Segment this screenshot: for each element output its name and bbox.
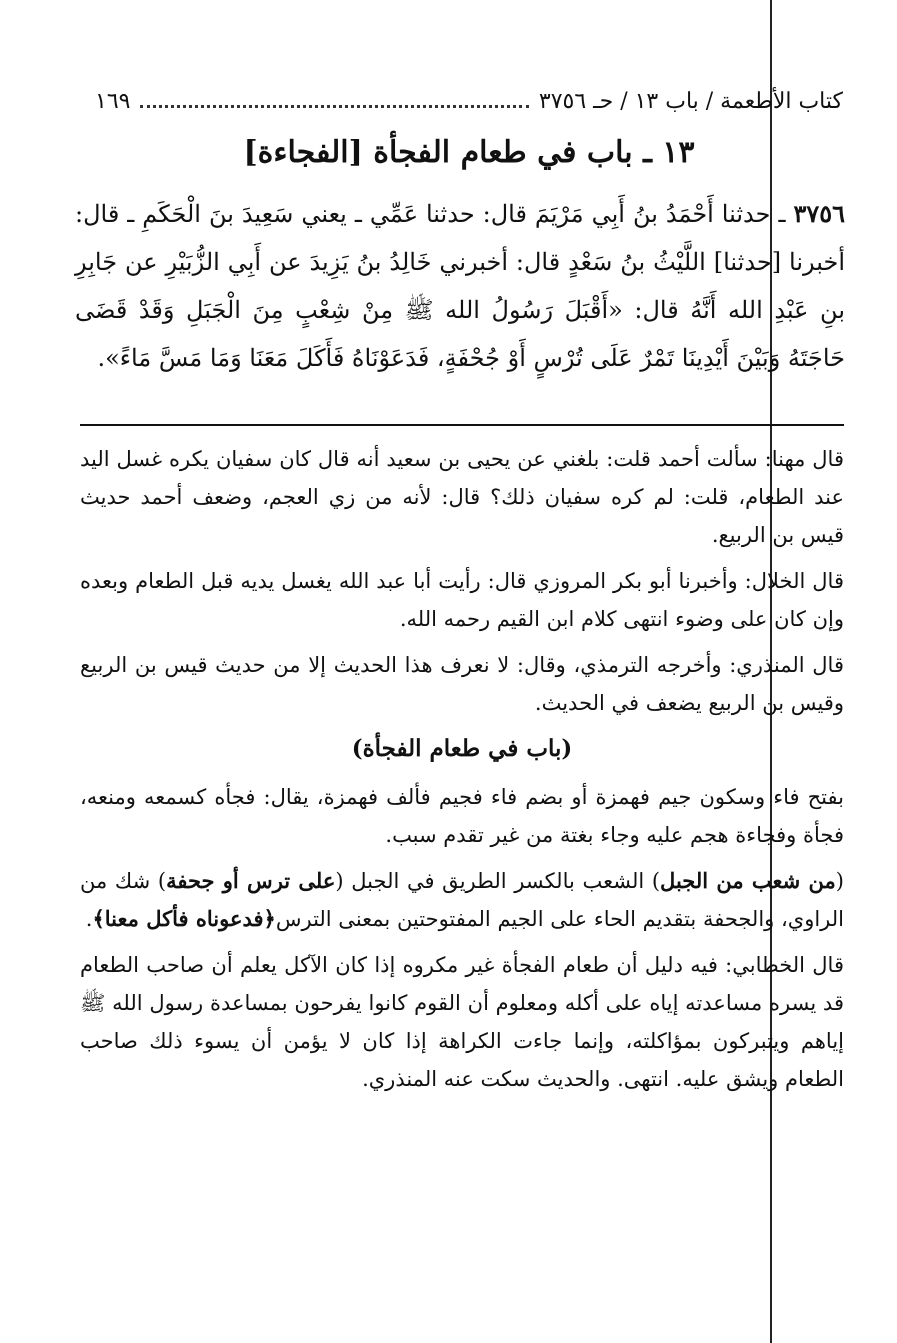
header-dot-leader <box>140 95 528 108</box>
footnote-divider <box>80 424 844 426</box>
page-number: ١٦٩ <box>95 88 131 114</box>
hadith-text <box>75 190 845 382</box>
note-khattabi: قال الخطابي: فيه دليل أن طعام الفجأة غير مكروه إذا كان الآكل يعلم أن صاحب الطعام قد يسره مساعدته إياه على أكله ومعلوم أن القوم كانوا يفرحون بمساعدة رسول الله ﷺ إياهم ويتبركون بمؤاكلته، وإنما جاءت الكراهة إذا كان لا يؤمن أن يسوء ذلك صاحب الطعام ويشق عليه. انتهى. والحديث سكت عنه المنذري. <box>80 953 844 1091</box>
note-khallal: قال الخلال: وأخبرنا أبو بكر المروزي قال: رأيت أبا عبد الله يغسل يديه قبل الطعام وبعده وإن كان على وضوء انتهى كلام ابن القيم رحمه الله. <box>80 569 844 631</box>
note-keyword: على ترس أو جحفة <box>166 868 336 893</box>
note-explanation <box>80 862 844 938</box>
hadith-body: ـ حدثنا أَحْمَدُ بنُ أَبِي مَرْيَمَ قال: حدثنا عَمِّي ـ يعني سَعِيدَ بنَ الْحَكَمِ ـ قال: أخبرنا [حدثنا] اللَّيْثُ بنُ سَعْدٍ قال: أخبرني خَالِدُ بنُ يَزِيدَ عن أَبِي الزُّبَيْرِ عن جَابِرِ بنِ عَبْدِ الله أَنَّهُ قال: «أَقْبَلَ رَسُولُ الله ﷺ مِنْ شِعْبٍ مِنَ الْجَبَلِ وَقَدْ قَضَى حَاجَتَهُ وَبَيْنَ أَيْدِينَا تَمْرٌ عَلَى تُرْسٍ أَوْ جُحْفَةٍ، فَدَعَوْنَاهُ فَأَكَلَ مَعَنَا وَمَا مَسَّ مَاءً». <box>75 200 845 372</box>
commentary-subtitle: (باب في طعام الفجأة) <box>351 735 573 762</box>
note-mundhiri: قال المنذري: وأخرجه الترمذي، وقال: لا نعرف هذا الحديث إلا من حديث قيس بن الربيع وقيس بن الربيع يضعف في الحديث. <box>80 653 844 715</box>
note-keyword: ﴿فدعوناه فأكل معنا﴾ <box>92 906 276 931</box>
commentary <box>80 440 844 1106</box>
note-text: ( <box>835 869 844 893</box>
note-definition: بفتح فاء وسكون جيم فهمزة أو بضم فاء فجيم فألف فهمزة، يقال: فجأه كسمعه ومنعه، فجأة وفجاءة هجم عليه وجاء بغتة من غير تقدم سبب. <box>80 785 844 847</box>
note-text: ) الشعب بالكسر الطريق في الجبل ( <box>335 869 661 893</box>
note-text: . <box>85 907 93 931</box>
note-keyword: من شعب من الجبل <box>660 868 836 893</box>
running-header <box>95 84 843 118</box>
running-header-title: كتاب الأطعمة / باب ١٣ / حـ ٣٧٥٦ <box>538 88 843 114</box>
note-text: ) شك من الراوي، والجحفة بتقديم الحاء على الجيم المفتوحتين بمعنى الترس <box>80 869 844 931</box>
note-muhanna: قال مهنا: سألت أحمد قلت: بلغني عن يحيى بن سعيد أنه قال كان سفيان يكره غسل اليد عند الطعام، قلت: لم كره سفيان ذلك؟ قال: لأنه من زي العجم، وضعف أحمد حديث قيس بن الربيع. <box>80 447 844 547</box>
hadith-number: ٣٧٥٦ <box>793 199 845 228</box>
chapter-title: ١٣ ـ باب في طعام الفجأة [الفجاءة] <box>243 135 695 170</box>
